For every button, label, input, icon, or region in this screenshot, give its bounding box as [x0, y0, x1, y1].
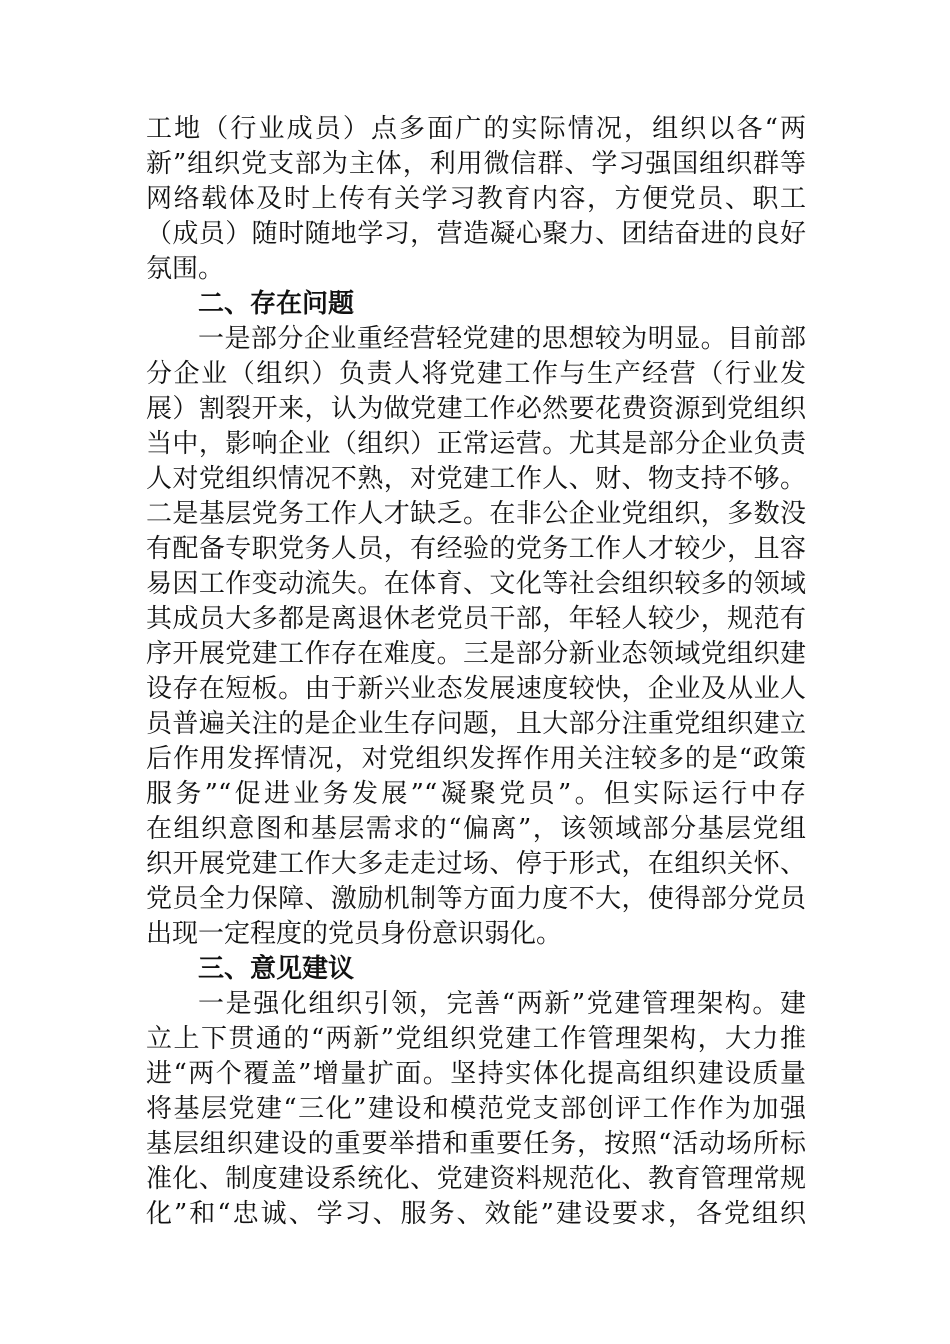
text-line: 在组织意图和基层需求的“偏离”，该领域部分基层党组	[146, 814, 806, 844]
text-line: 员普遍关注的是企业生存问题，且大部分注重党组织建立	[146, 709, 806, 739]
text-line: 分企业（组织）负责人将党建工作与生产经营（行业发	[146, 359, 806, 389]
text-line: 基层组织建设的重要举措和重要任务，按照“活动场所标	[146, 1129, 806, 1159]
text-line: 进“两个覆盖”增量扩面。坚持实体化提高组织建设质量	[146, 1059, 806, 1089]
text-line: 二是基层党务工作人才缺乏。在非公企业党组织，多数没	[146, 499, 806, 529]
text-line: 后作用发挥情况，对党组织发挥作用关注较多的是“政策	[146, 744, 806, 774]
text-line: 设存在短板。由于新兴业态发展速度较快，企业及从业人	[146, 674, 806, 704]
text-line: （成员）随时随地学习，营造凝心聚力、团结奋进的良好	[146, 219, 806, 249]
text-line: 当中，影响企业（组织）正常运营。尤其是部分企业负责	[146, 429, 806, 459]
text-line: 将基层党建“三化”建设和模范党支部创评工作作为加强	[146, 1094, 806, 1124]
text-line: 其成员大多都是离退休老党员干部，年轻人较少，规范有	[146, 604, 806, 634]
text-line: 一是强化组织引领，完善“两新”党建管理架构。建	[198, 989, 806, 1019]
text-line: 新”组织党支部为主体，利用微信群、学习强国组织群等	[146, 149, 806, 179]
text-line: 服务”“促进业务发展”“凝聚党员”。但实际运行中存	[146, 779, 806, 809]
text-line: 党员全力保障、激励机制等方面力度不大，使得部分党员	[146, 884, 806, 914]
text-line: 准化、制度建设系统化、党建资料规范化、教育管理常规	[146, 1164, 806, 1194]
text-line: 出现一定程度的党员身份意识弱化。	[146, 919, 563, 949]
text-line: 网络载体及时上传有关学习教育内容，方便党员、职工	[146, 184, 806, 214]
text-line: 一是部分企业重经营轻党建的思想较为明显。目前部	[198, 324, 806, 354]
text-line: 化”和“忠诚、学习、服务、效能”建设要求，各党组织	[146, 1199, 806, 1229]
section-heading: 三、意见建议	[198, 954, 355, 984]
text-line: 易因工作变动流失。在体育、文化等社会组织较多的领域	[146, 569, 806, 599]
section-heading: 二、存在问题	[198, 289, 355, 319]
text-line: 人对党组织情况不熟，对党建工作人、财、物支持不够。	[146, 464, 806, 494]
document-body	[146, 112, 806, 1232]
text-line: 氛围。	[146, 254, 225, 284]
text-line: 序开展党建工作存在难度。三是部分新业态领域党组织建	[146, 639, 806, 669]
text-line: 工地（行业成员）点多面广的实际情况，组织以各“两	[146, 114, 806, 144]
text-line: 立上下贯通的“两新”党组织党建工作管理架构，大力推	[146, 1024, 806, 1054]
text-line: 有配备专职党务人员，有经验的党务工作人才较少，且容	[146, 534, 806, 564]
text-line: 织开展党建工作大多走走过场、停于形式，在组织关怀、	[146, 849, 806, 879]
text-line: 展）割裂开来，认为做党建工作必然要花费资源到党组织	[146, 394, 806, 424]
